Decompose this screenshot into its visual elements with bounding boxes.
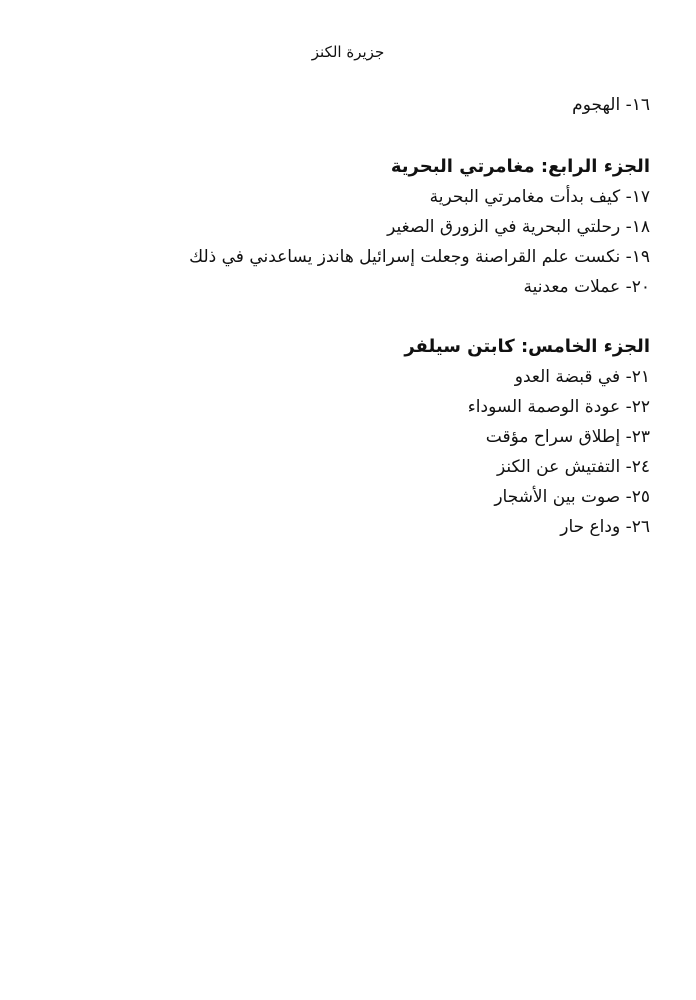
chapter-entry: ٢٠- عملات معدنية	[523, 277, 650, 297]
chapter-entry: ٢١- في قبضة العدو	[514, 367, 650, 387]
chapter-entry: ٢٤- التفتيش عن الكنز	[496, 457, 650, 477]
part-heading-five: الجزء الخامس: كابتن سيلفر	[404, 336, 650, 357]
chapter-entry: ٢٥- صوت بين الأشجار	[494, 487, 650, 507]
chapter-entry: ٢٣- إطلاق سراح مؤقت	[485, 427, 650, 447]
chapter-entry: ١٦- الهجوم	[572, 95, 650, 115]
chapter-entry: ٢٦- وداع حار	[560, 517, 650, 537]
chapter-entry: ١٩- نكست علم القراصنة وجعلت إسرائيل هاندز يساعدني في ذلك	[189, 247, 650, 267]
chapter-entry: ٢٢- عودة الوصمة السوداء	[467, 397, 650, 417]
running-header-book-title: جزيرة الكنز	[311, 43, 385, 61]
chapter-entry: ١٧- كيف بدأت مغامرتي البحرية	[429, 187, 650, 207]
chapter-entry: ١٨- رحلتي البحرية في الزورق الصغير	[387, 217, 650, 237]
table-of-contents	[30, 90, 650, 542]
part-heading-four: الجزء الرابع: مغامرتي البحرية	[390, 156, 650, 177]
